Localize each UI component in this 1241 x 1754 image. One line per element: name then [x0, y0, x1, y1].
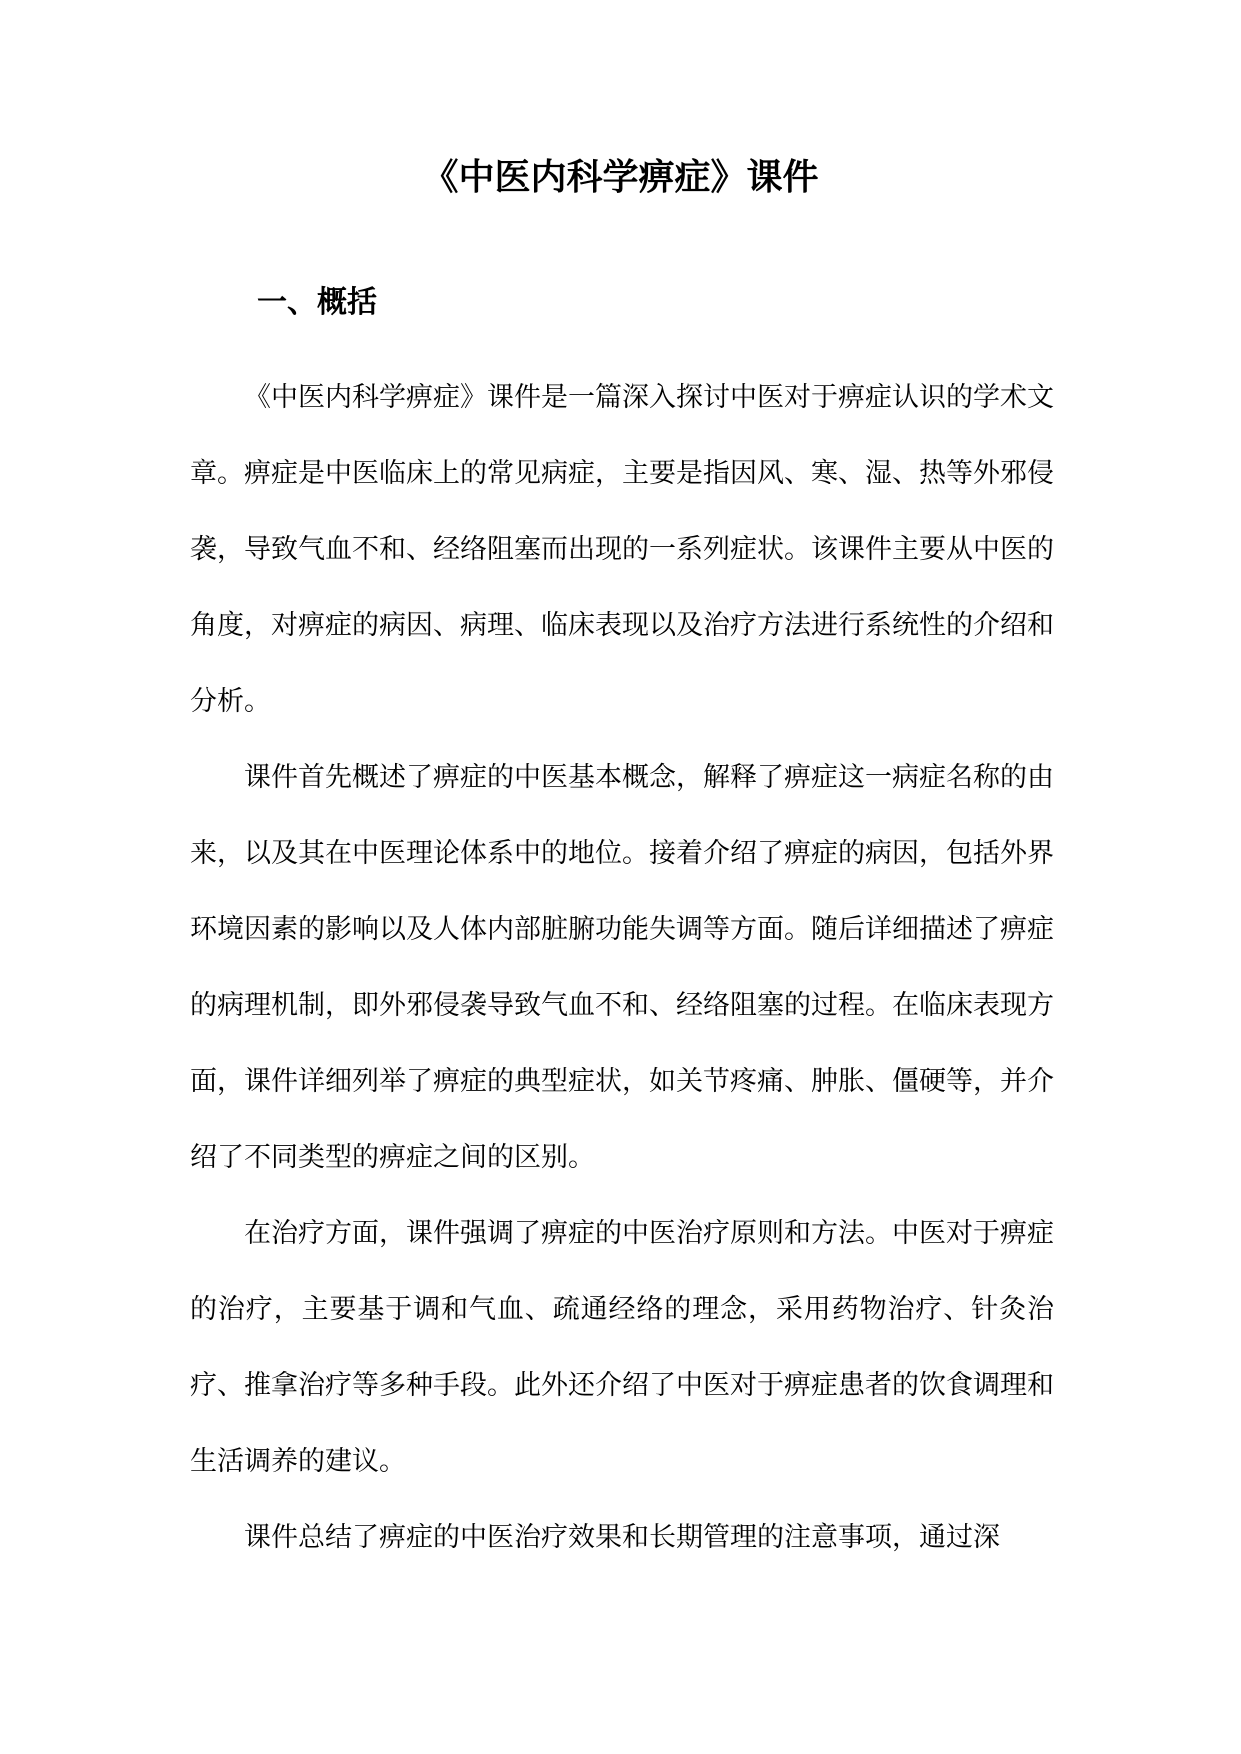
- paragraph-2: 课件首先概述了痹症的中医基本概念，解释了痹症这一病症名称的由来，以及其在中医理论体系中的地位。接着介绍了痹症的病因，包括外界环境因素的影响以及人体内部脏腑功能失调等方面。随后详细描述了痹症的病理机制，即外邪侵袭导致气血不和、经络阻塞的过程。在临床表现方面，课件详细列举了痹症的典型症状，如关节疼痛、肿胀、僵硬等，并介绍了不同类型的痹症之间的区别。: [190, 762, 1054, 1173]
- document-title: 《中医内科学痹症》课件: [422, 157, 819, 198]
- document-body: [190, 360, 1054, 1576]
- paragraph-1: 《中医内科学痹症》课件是一篇深入探讨中医对于痹症认识的学术文章。痹症是中医临床上的常见病症，主要是指因风、寒、湿、热等外邪侵袭，导致气血不和、经络阻塞而出现的一系列症状。该课件主要从中医的角度，对痹症的病因、病理、临床表现以及治疗方法进行系统性的介绍和分析。: [190, 382, 1054, 717]
- section-heading: 一、概括: [257, 285, 377, 320]
- paragraph-3: 在治疗方面，课件强调了痹症的中医治疗原则和方法。中医对于痹症的治疗，主要基于调和气血、疏通经络的理念，采用药物治疗、针灸治疗、推拿治疗等多种手段。此外还介绍了中医对于痹症患者的饮食调理和生活调养的建议。: [190, 1218, 1054, 1477]
- paragraph-4: 课件总结了痹症的中医治疗效果和长期管理的注意事项，通过深: [244, 1522, 1000, 1553]
